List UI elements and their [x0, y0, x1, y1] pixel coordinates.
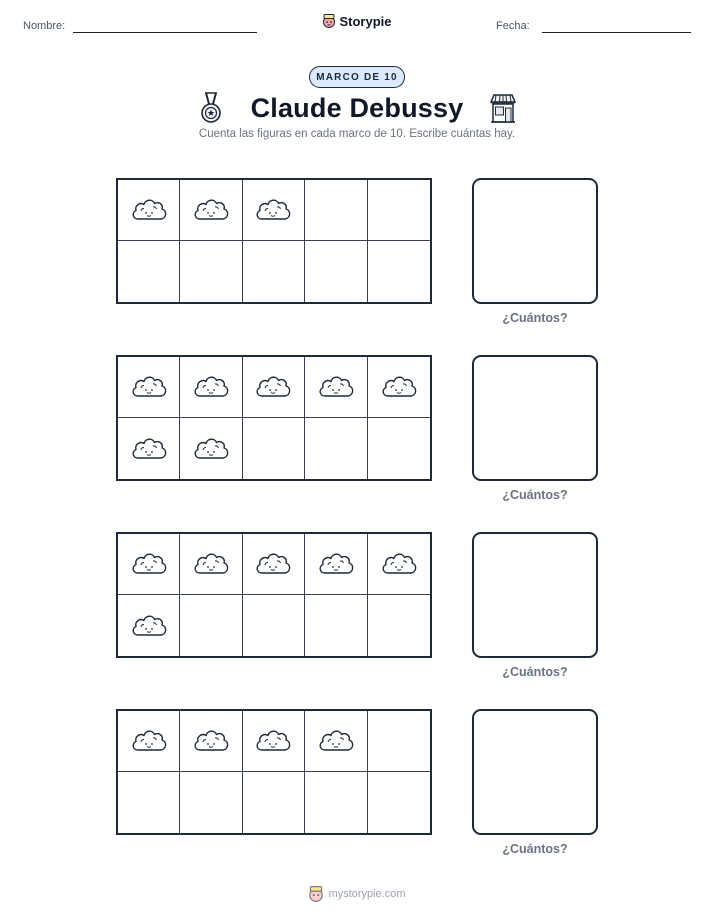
- ten-frame-1: [116, 178, 432, 304]
- worksheet-title: Claude Debussy: [250, 92, 464, 123]
- cloud-icon: [191, 548, 231, 580]
- brand: [0, 13, 714, 29]
- frame-cell: [368, 357, 430, 418]
- frame-cell: [368, 534, 430, 595]
- frame-cell: [305, 711, 367, 772]
- frame-cell: [305, 534, 367, 595]
- cloud-icon: [316, 725, 356, 757]
- cloud-icon: [253, 371, 293, 403]
- frame-cell: [180, 595, 242, 656]
- frame-cell: [305, 772, 367, 833]
- frame-cell: [305, 241, 367, 302]
- frame-cell: [180, 180, 242, 241]
- date-label: Fecha:: [496, 20, 530, 32]
- frame-cell: [243, 418, 305, 479]
- cloud-icon: [316, 371, 356, 403]
- answer-label-2: ¿Cuántos?: [502, 488, 568, 502]
- name-label: Nombre:: [23, 20, 66, 32]
- name-write-line[interactable]: [73, 32, 257, 33]
- frame-cell: [243, 595, 305, 656]
- frame-cell: [118, 241, 180, 302]
- instructions: Cuenta las figuras en cada marco de 10. Escribe cuántas hay.: [198, 128, 516, 140]
- storefront-icon: [489, 91, 517, 125]
- answer-box-1[interactable]: [472, 178, 598, 304]
- frame-cell: [305, 180, 367, 241]
- frame-cell: [180, 534, 242, 595]
- frame-cell: [368, 418, 430, 479]
- answer-box-2[interactable]: [472, 355, 598, 481]
- frame-cell: [305, 418, 367, 479]
- answer-label-3: ¿Cuántos?: [502, 665, 568, 679]
- frame-cell: [243, 534, 305, 595]
- frame-cell: [118, 180, 180, 241]
- worksheet-type-badge: MARCO DE 10: [309, 66, 405, 88]
- cloud-icon: [129, 548, 169, 580]
- cloud-icon: [379, 371, 419, 403]
- frame-cell: [243, 241, 305, 302]
- cloud-icon: [191, 433, 231, 465]
- frame-cell: [118, 711, 180, 772]
- frame-cell: [118, 357, 180, 418]
- frame-cell: [243, 772, 305, 833]
- frame-cell: [243, 357, 305, 418]
- cloud-icon: [253, 548, 293, 580]
- ten-frame-2: [116, 355, 432, 481]
- answer-box-3[interactable]: [472, 532, 598, 658]
- frame-cell: [180, 418, 242, 479]
- frame-cell: [118, 595, 180, 656]
- frame-cell: [180, 772, 242, 833]
- frame-cell: [305, 595, 367, 656]
- title-row: [0, 90, 714, 126]
- cloud-icon: [129, 725, 169, 757]
- frame-cell: [368, 772, 430, 833]
- frame-cell: [243, 711, 305, 772]
- cloud-icon: [129, 610, 169, 642]
- cloud-icon: [379, 548, 419, 580]
- frame-cell: [243, 180, 305, 241]
- footer-url: mystorypie.com: [328, 888, 406, 900]
- medal-icon: [197, 91, 225, 125]
- answer-box-4[interactable]: [472, 709, 598, 835]
- cloud-icon: [129, 194, 169, 226]
- frame-cell: [118, 772, 180, 833]
- storypie-logo-icon: [308, 885, 324, 903]
- frame-cell: [368, 241, 430, 302]
- frame-cell: [368, 711, 430, 772]
- ten-frame-4: [116, 709, 432, 835]
- frame-cell: [180, 711, 242, 772]
- frame-cell: [305, 357, 367, 418]
- frame-cell: [368, 180, 430, 241]
- cloud-icon: [191, 194, 231, 226]
- cloud-icon: [316, 548, 356, 580]
- answer-label-1: ¿Cuántos?: [502, 311, 568, 325]
- frame-cell: [368, 595, 430, 656]
- frame-cell: [118, 534, 180, 595]
- cloud-icon: [253, 194, 293, 226]
- cloud-icon: [129, 433, 169, 465]
- answer-label-4: ¿Cuántos?: [502, 842, 568, 856]
- storypie-logo-icon: [322, 13, 336, 29]
- frame-cell: [180, 357, 242, 418]
- footer: [0, 885, 714, 903]
- frame-cell: [118, 418, 180, 479]
- cloud-icon: [191, 371, 231, 403]
- date-write-line[interactable]: [542, 32, 691, 33]
- cloud-icon: [191, 725, 231, 757]
- cloud-icon: [129, 371, 169, 403]
- brand-name: Storypie: [339, 13, 392, 29]
- ten-frame-3: [116, 532, 432, 658]
- cloud-icon: [253, 725, 293, 757]
- frame-cell: [180, 241, 242, 302]
